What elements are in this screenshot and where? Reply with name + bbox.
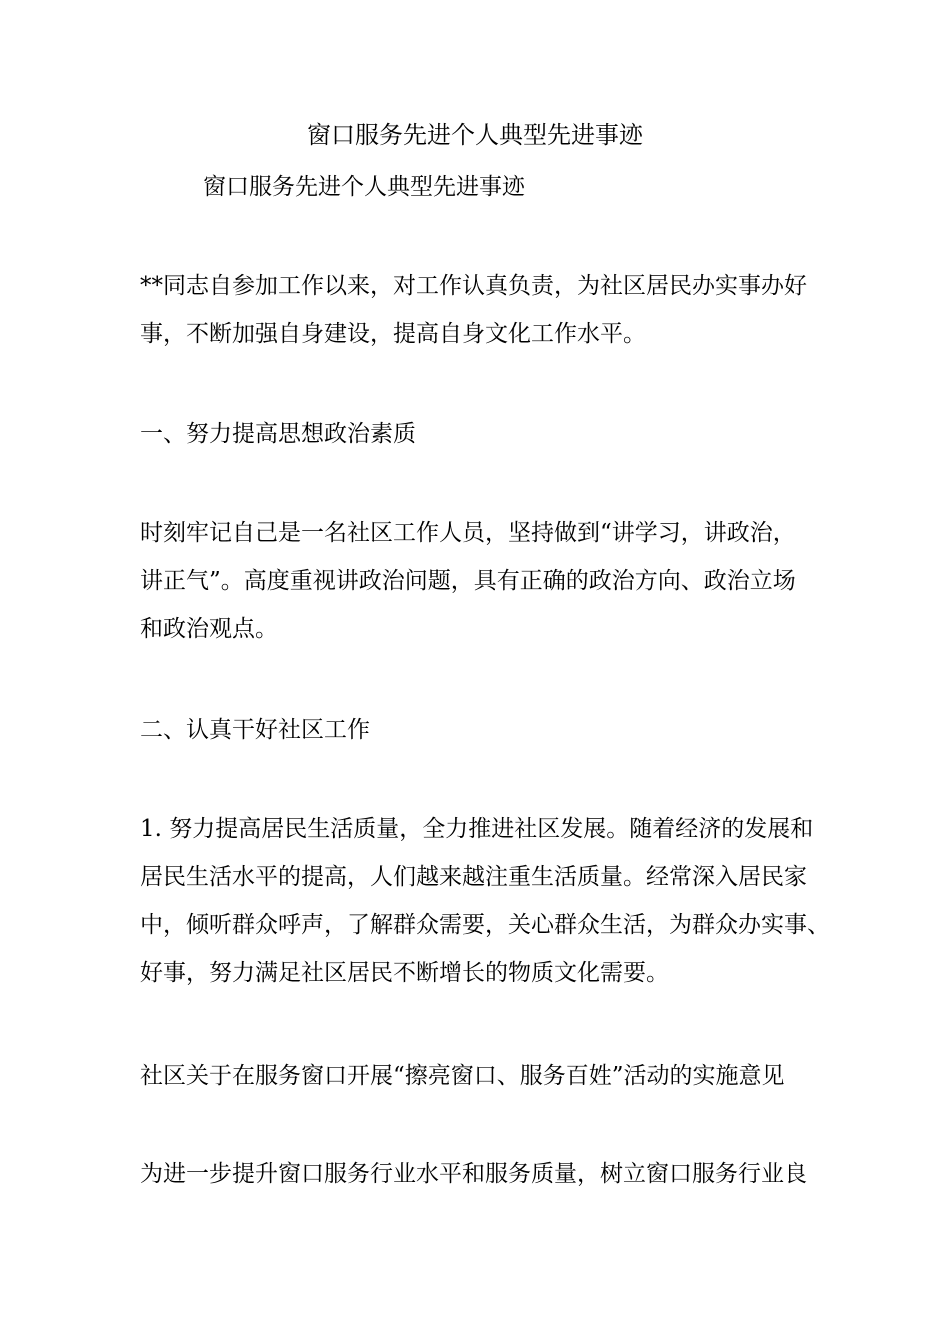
document-subtitle: 窗口服务先进个人典型先进事迹 xyxy=(203,174,525,200)
paragraph-line: 居民生活水平的提高，人们越来越注重生活质量。经常深入居民家 xyxy=(140,864,807,890)
paragraph-implementation-title xyxy=(140,1052,840,1100)
section-heading-line: 二、认真干好社区工作 xyxy=(140,717,370,743)
paragraph-line: 和政治观点。 xyxy=(140,616,278,642)
paragraph-line: 为进一步提升窗口服务行业水平和服务质量，树立窗口服务行业良 xyxy=(140,1161,807,1187)
section-heading-line: 一、努力提高思想政治素质 xyxy=(140,421,416,447)
section-heading-political-quality xyxy=(140,410,840,458)
paragraph-line: 时刻牢记自己是一名社区工作人员，坚持做到“讲学习，讲政治， xyxy=(140,520,796,546)
section-heading-community-work xyxy=(140,706,840,754)
paragraph-political xyxy=(140,509,840,653)
paragraph-line: 讲正气”。高度重视讲政治问题，具有正确的政治方向、政治立场 xyxy=(140,568,796,594)
paragraph-line: 中，倾听群众呼声，了解群众需要，关心群众生活，为群众办实事、 xyxy=(140,912,830,938)
paragraph-line: 社区关于在服务窗口开展“擦亮窗口、服务百姓”活动的实施意见 xyxy=(140,1063,785,1089)
paragraph-community xyxy=(140,805,840,997)
paragraph-line: 好事，努力满足社区居民不断增长的物质文化需要。 xyxy=(140,960,669,986)
paragraph-line: 事，不断加强自身建设，提高自身文化工作水平。 xyxy=(140,321,646,347)
paragraph-line: 1. 努力提高居民生活质量，全力推进社区发展。随着经济的发展和 xyxy=(140,816,814,842)
paragraph-line: **同志自参加工作以来，对工作认真负责，为社区居民办实事办好 xyxy=(140,273,807,299)
paragraph-implementation-body xyxy=(140,1150,840,1198)
document-title: 窗口服务先进个人典型先进事迹 xyxy=(307,121,643,149)
paragraph-intro xyxy=(140,262,840,358)
